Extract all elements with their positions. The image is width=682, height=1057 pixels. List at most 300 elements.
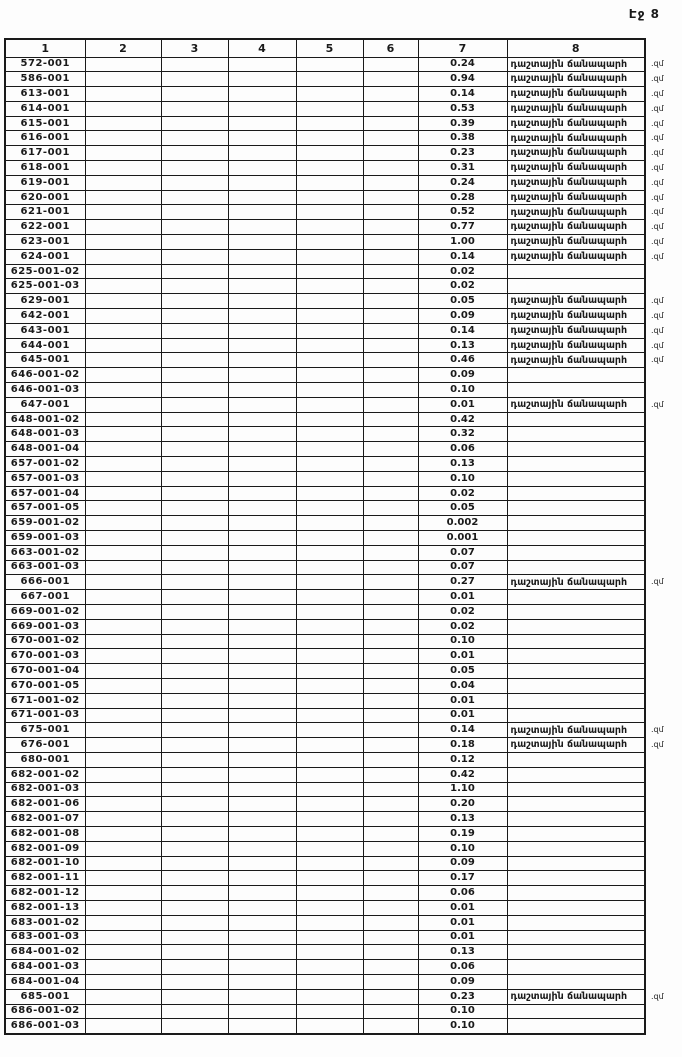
cell-empty (363, 249, 418, 264)
table-row (5, 427, 682, 442)
cell-empty (161, 590, 228, 605)
cell-empty (161, 131, 228, 146)
cell-empty (296, 442, 363, 457)
margin-note (645, 1004, 682, 1019)
cell-area-value: 0.13 (418, 812, 507, 827)
cell-empty (228, 235, 296, 250)
cell-empty (228, 338, 296, 353)
cell-parcel-id: 666-001 (5, 575, 85, 590)
cell-empty (161, 442, 228, 457)
cell-empty (85, 560, 161, 575)
cell-empty (228, 57, 296, 72)
cell-empty (85, 797, 161, 812)
cell-empty (363, 412, 418, 427)
page-number: Էջ 8 (628, 7, 660, 21)
cell-empty (296, 560, 363, 575)
table-row (5, 501, 682, 516)
cell-parcel-id: 623-001 (5, 235, 85, 250)
cell-empty (85, 72, 161, 87)
cell-empty (228, 989, 296, 1004)
table-row (5, 989, 682, 1004)
cell-empty (363, 560, 418, 575)
margin-note: .զմ (651, 103, 664, 113)
cell-empty (85, 397, 161, 412)
cell-land-use: դաշտային ճանապարհ (507, 220, 645, 235)
cell-area-value: 0.28 (418, 190, 507, 205)
cell-empty (161, 752, 228, 767)
cell-empty (296, 516, 363, 531)
cell-land-use (507, 634, 645, 649)
cell-parcel-id: 657-001-05 (5, 501, 85, 516)
margin-note (645, 634, 682, 649)
cell-area-value: 0.17 (418, 871, 507, 886)
cell-area-value: 0.01 (418, 693, 507, 708)
cell-area-value: 0.27 (418, 575, 507, 590)
cell-area-value: 0.10 (418, 634, 507, 649)
margin-note (645, 886, 682, 901)
cell-empty (363, 353, 418, 368)
cell-area-value: 0.19 (418, 826, 507, 841)
cell-land-use (507, 590, 645, 605)
table-row (5, 412, 682, 427)
table-row (5, 175, 682, 190)
table-row (5, 678, 682, 693)
cell-empty (363, 900, 418, 915)
table-row (5, 693, 682, 708)
table-row (5, 264, 682, 279)
cell-empty (296, 826, 363, 841)
cell-empty (296, 264, 363, 279)
cell-empty (161, 220, 228, 235)
cell-land-use (507, 560, 645, 575)
cell-land-use (507, 945, 645, 960)
cell-land-use (507, 279, 645, 294)
cell-empty (228, 190, 296, 205)
cell-empty (161, 560, 228, 575)
cell-empty (296, 249, 363, 264)
cell-land-use (507, 900, 645, 915)
cell-empty (296, 974, 363, 989)
cell-parcel-id: 615-001 (5, 116, 85, 131)
cell-empty (85, 752, 161, 767)
margin-note: .զմ (651, 192, 664, 202)
margin-note (645, 856, 682, 871)
cell-parcel-id: 683-001-03 (5, 930, 85, 945)
cell-empty (161, 945, 228, 960)
cell-empty (296, 205, 363, 220)
margin-note: .զմ (651, 310, 664, 320)
cell-parcel-id: 645-001 (5, 353, 85, 368)
cell-land-use (507, 457, 645, 472)
cell-parcel-id: 682-001-12 (5, 886, 85, 901)
cell-land-use: դաշտային ճանապարհ (507, 72, 645, 87)
cell-empty (363, 1019, 418, 1034)
margin-note (645, 767, 682, 782)
cell-parcel-id: 669-001-02 (5, 604, 85, 619)
cell-empty (228, 294, 296, 309)
cell-empty (161, 116, 228, 131)
cell-empty (161, 619, 228, 634)
cell-land-use: դաշտային ճանապարհ (507, 323, 645, 338)
table-row (5, 368, 682, 383)
cell-empty (363, 678, 418, 693)
cell-empty (363, 383, 418, 398)
cell-parcel-id: 685-001 (5, 989, 85, 1004)
cell-area-value: 0.02 (418, 486, 507, 501)
cell-empty (85, 841, 161, 856)
cell-empty (161, 693, 228, 708)
cell-empty (161, 457, 228, 472)
cell-land-use: դաշտային ճանապարհ (507, 175, 645, 190)
cell-empty (363, 87, 418, 102)
cell-empty (161, 175, 228, 190)
cell-empty (228, 131, 296, 146)
cell-empty (161, 368, 228, 383)
cell-empty (296, 161, 363, 176)
cell-empty (228, 442, 296, 457)
cell-empty (85, 309, 161, 324)
table-row (5, 516, 682, 531)
cell-empty (363, 516, 418, 531)
cell-empty (161, 383, 228, 398)
cell-land-use: դաշտային ճանապարհ (507, 353, 645, 368)
cell-empty (161, 486, 228, 501)
cell-empty (161, 871, 228, 886)
table-row (5, 649, 682, 664)
cell-empty (363, 486, 418, 501)
cell-parcel-id: 682-001-06 (5, 797, 85, 812)
cell-land-use (507, 797, 645, 812)
column-header-3: 3 (161, 39, 228, 57)
cell-empty (296, 235, 363, 250)
cell-parcel-id: 686-001-02 (5, 1004, 85, 1019)
cell-parcel-id: 621-001 (5, 205, 85, 220)
margin-note (645, 531, 682, 546)
cell-empty (161, 1019, 228, 1034)
cell-empty (228, 72, 296, 87)
cell-empty (228, 146, 296, 161)
cell-empty (296, 531, 363, 546)
cell-empty (228, 457, 296, 472)
margin-note (645, 442, 682, 457)
cell-area-value: 0.24 (418, 57, 507, 72)
cell-empty (85, 442, 161, 457)
cell-parcel-id: 669-001-03 (5, 619, 85, 634)
margin-note (645, 945, 682, 960)
cell-area-value: 0.46 (418, 353, 507, 368)
cell-empty (363, 116, 418, 131)
cell-empty (363, 471, 418, 486)
cell-area-value: 0.14 (418, 723, 507, 738)
table-row (5, 782, 682, 797)
table-row (5, 294, 682, 309)
cell-empty (161, 664, 228, 679)
table-row (5, 116, 682, 131)
cell-parcel-id: 676-001 (5, 738, 85, 753)
cell-area-value: 0.31 (418, 161, 507, 176)
cell-empty (85, 279, 161, 294)
cell-empty (363, 723, 418, 738)
cell-empty (85, 412, 161, 427)
margin-note: .զմ (651, 162, 664, 172)
cell-empty (363, 457, 418, 472)
cell-empty (161, 545, 228, 560)
cell-parcel-id: 572-001 (5, 57, 85, 72)
cell-empty (228, 974, 296, 989)
table-row (5, 249, 682, 264)
cell-empty (363, 856, 418, 871)
cell-empty (161, 294, 228, 309)
cell-land-use: դաշտային ճանապարհ (507, 575, 645, 590)
cell-empty (85, 190, 161, 205)
cell-land-use: դաշտային ճանապարհ (507, 309, 645, 324)
cell-empty (228, 812, 296, 827)
cell-area-value: 0.77 (418, 220, 507, 235)
cell-land-use: դաշտային ճանապարհ (507, 57, 645, 72)
table-row (5, 797, 682, 812)
cell-empty (296, 220, 363, 235)
cell-parcel-id: 682-001-03 (5, 782, 85, 797)
cell-area-value: 0.38 (418, 131, 507, 146)
cell-area-value: 0.02 (418, 264, 507, 279)
cell-empty (296, 886, 363, 901)
table-row (5, 960, 682, 975)
margin-note: .զմ (651, 148, 664, 158)
cell-parcel-id: 644-001 (5, 338, 85, 353)
table-row (5, 738, 682, 753)
cell-parcel-id: 682-001-13 (5, 900, 85, 915)
cell-land-use (507, 886, 645, 901)
cell-empty (228, 501, 296, 516)
cell-empty (228, 900, 296, 915)
cell-empty (363, 782, 418, 797)
table-row (5, 560, 682, 575)
cell-land-use (507, 664, 645, 679)
cell-empty (363, 501, 418, 516)
margin-note (645, 812, 682, 827)
cell-land-use (507, 471, 645, 486)
cell-empty (161, 604, 228, 619)
cell-land-use (507, 708, 645, 723)
cell-land-use: դաշտային ճանապարհ (507, 338, 645, 353)
cell-empty (363, 220, 418, 235)
cell-empty (85, 812, 161, 827)
cell-land-use (507, 516, 645, 531)
margin-note (645, 279, 682, 294)
cell-empty (161, 279, 228, 294)
cell-empty (85, 235, 161, 250)
cell-empty (296, 604, 363, 619)
margin-note (645, 871, 682, 886)
cell-land-use: դաշտային ճանապարհ (507, 146, 645, 161)
cell-parcel-id: 646-001-02 (5, 368, 85, 383)
margin-note: .զմ (651, 399, 664, 409)
cell-empty (363, 708, 418, 723)
cell-empty (85, 205, 161, 220)
cell-land-use (507, 1019, 645, 1034)
table-row (5, 146, 682, 161)
cell-empty (85, 915, 161, 930)
cell-empty (228, 723, 296, 738)
cell-area-value: 0.23 (418, 989, 507, 1004)
cell-empty (161, 708, 228, 723)
cell-empty (161, 678, 228, 693)
cell-area-value: 0.52 (418, 205, 507, 220)
cell-empty (85, 782, 161, 797)
cell-empty (296, 693, 363, 708)
cell-empty (228, 1004, 296, 1019)
margin-note: .զմ (651, 88, 664, 98)
cell-empty (363, 146, 418, 161)
cell-empty (296, 545, 363, 560)
cell-empty (363, 427, 418, 442)
cell-empty (363, 235, 418, 250)
table-row (5, 974, 682, 989)
cell-empty (296, 501, 363, 516)
margin-note: .զմ (651, 296, 664, 306)
table-row (5, 945, 682, 960)
cell-area-value: 0.001 (418, 531, 507, 546)
cell-parcel-id: 648-001-04 (5, 442, 85, 457)
cell-land-use: դաշտային ճանապարհ (507, 397, 645, 412)
cell-empty (363, 604, 418, 619)
cell-empty (363, 338, 418, 353)
cell-empty (296, 738, 363, 753)
cell-empty (85, 871, 161, 886)
cell-land-use: դաշտային ճանապարհ (507, 161, 645, 176)
cell-area-value: 0.06 (418, 442, 507, 457)
cell-empty (85, 989, 161, 1004)
table-row (5, 457, 682, 472)
column-header-7: 7 (418, 39, 507, 57)
table-row (5, 826, 682, 841)
cell-empty (363, 545, 418, 560)
cell-empty (296, 960, 363, 975)
cell-area-value: 0.09 (418, 309, 507, 324)
table-row (5, 279, 682, 294)
cell-empty (296, 989, 363, 1004)
cell-empty (296, 146, 363, 161)
cell-empty (228, 116, 296, 131)
cell-empty (363, 57, 418, 72)
cell-empty (363, 649, 418, 664)
cell-empty (85, 323, 161, 338)
cell-parcel-id: 657-001-04 (5, 486, 85, 501)
cell-parcel-id: 646-001-03 (5, 383, 85, 398)
cell-area-value: 0.002 (418, 516, 507, 531)
cell-empty (228, 397, 296, 412)
cell-empty (296, 72, 363, 87)
cell-empty (161, 323, 228, 338)
cell-empty (228, 560, 296, 575)
margin-note (645, 1019, 682, 1034)
cell-area-value: 0.04 (418, 678, 507, 693)
table-row (5, 309, 682, 324)
cell-empty (228, 264, 296, 279)
cell-empty (85, 264, 161, 279)
cell-area-value: 0.14 (418, 323, 507, 338)
cadastral-parcel-table (4, 38, 682, 1035)
cell-empty (161, 531, 228, 546)
cell-empty (161, 516, 228, 531)
cell-empty (228, 1019, 296, 1034)
cell-empty (161, 57, 228, 72)
cell-area-value: 0.09 (418, 856, 507, 871)
cell-empty (85, 294, 161, 309)
cell-land-use (507, 930, 645, 945)
cell-empty (161, 338, 228, 353)
cell-land-use: դաշտային ճանապարհ (507, 723, 645, 738)
margin-note: .զմ (651, 740, 664, 750)
cell-empty (161, 989, 228, 1004)
cell-empty (363, 590, 418, 605)
cell-parcel-id: 642-001 (5, 309, 85, 324)
cell-empty (296, 664, 363, 679)
cell-land-use (507, 412, 645, 427)
cell-empty (85, 501, 161, 516)
table-row (5, 353, 682, 368)
margin-note: .զմ (651, 133, 664, 143)
margin-note (645, 797, 682, 812)
cell-area-value: 0.05 (418, 501, 507, 516)
cell-empty (296, 619, 363, 634)
cell-empty (363, 72, 418, 87)
cell-empty (296, 900, 363, 915)
cell-land-use: դաշտային ճանապարհ (507, 87, 645, 102)
cell-land-use (507, 427, 645, 442)
cell-empty (228, 412, 296, 427)
cell-empty (228, 678, 296, 693)
cell-empty (228, 886, 296, 901)
cell-area-value: 0.94 (418, 72, 507, 87)
cell-land-use (507, 767, 645, 782)
cell-empty (363, 161, 418, 176)
cell-empty (85, 101, 161, 116)
cell-empty (85, 338, 161, 353)
cell-empty (363, 664, 418, 679)
margin-note (645, 649, 682, 664)
column-header-4: 4 (228, 39, 296, 57)
column-header-1: 1 (5, 39, 85, 57)
cell-empty (161, 146, 228, 161)
column-header-6: 6 (363, 39, 418, 57)
cell-empty (161, 841, 228, 856)
cell-parcel-id: 671-001-03 (5, 708, 85, 723)
cell-empty (85, 575, 161, 590)
cell-empty (228, 175, 296, 190)
cell-empty (161, 812, 228, 827)
cell-parcel-id: 620-001 (5, 190, 85, 205)
cell-empty (85, 368, 161, 383)
cell-empty (296, 1004, 363, 1019)
cell-empty (363, 930, 418, 945)
cell-parcel-id: 680-001 (5, 752, 85, 767)
cell-empty (363, 294, 418, 309)
cell-land-use (507, 368, 645, 383)
cell-empty (228, 353, 296, 368)
cell-parcel-id: 671-001-02 (5, 693, 85, 708)
cell-empty (85, 826, 161, 841)
cell-empty (85, 856, 161, 871)
cell-area-value: 0.39 (418, 116, 507, 131)
cell-empty (296, 131, 363, 146)
cell-empty (161, 723, 228, 738)
cell-empty (228, 915, 296, 930)
cell-land-use (507, 383, 645, 398)
cell-empty (85, 353, 161, 368)
cell-empty (296, 708, 363, 723)
cell-land-use (507, 915, 645, 930)
